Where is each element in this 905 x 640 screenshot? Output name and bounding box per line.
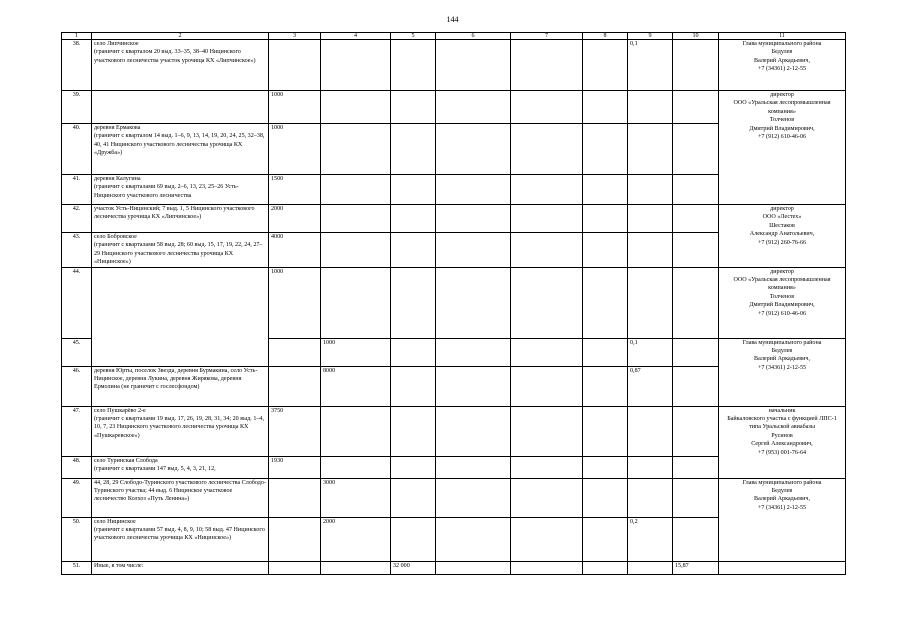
header-cell: 11 [719,33,846,40]
col3-value [269,561,321,574]
row-number: 43. [62,233,92,268]
col6-value [436,40,511,91]
responsible-person: Глава муниципального района Бедулев Валерий Аркадьевич, +7 (34361) 2-12-55 [719,338,846,406]
col10-value [673,233,719,268]
col8-value [583,338,628,366]
col7-value [511,124,583,175]
responsible-person: директор ООО «Лестех» Шестаков Александр Анатольевич, +7 (912) 260-76-66 [719,205,846,268]
row-number: 38. [62,40,92,91]
data-table [61,32,846,575]
col5-value [391,456,436,478]
table-row [62,478,846,517]
page-number: 144 [446,15,459,24]
col7-value [511,338,583,366]
row-number: 45. [62,338,92,366]
col5-value [391,517,436,561]
col3-value: 1000 [269,267,321,338]
col10-value [673,478,719,517]
col6-value [436,406,511,456]
col4-value [321,205,391,233]
col10-value [673,175,719,205]
col10-value [673,456,719,478]
col8-value [583,233,628,268]
col3-value: 2000 [269,205,321,233]
col7-value [511,456,583,478]
settlement-description: участок Усть-Ницинский; 7 выд. 1, 5 Ницинского участкового лесничества урочища КХ «Липчинское») [92,205,269,233]
col7-value [511,366,583,406]
settlement-description: село Туринская Слобода (граничит с кварталами 147 выд. 5, 4, 3, 21, 12, [92,456,269,478]
col3-value [269,338,321,366]
col3-value [269,366,321,406]
col5-value [391,406,436,456]
col5-value [391,478,436,517]
col8-value [583,267,628,338]
col5-value [391,91,436,124]
table-row [62,205,846,233]
col7-value [511,40,583,91]
col6-value [436,366,511,406]
header-cell: 1 [62,33,92,40]
col3-value: 4000 [269,233,321,268]
col9-value [628,233,673,268]
col9-value [628,124,673,175]
row-number: 46. [62,366,92,406]
col10-value [673,338,719,366]
col3-value: 1000 [269,124,321,175]
col3-value: 1000 [269,91,321,124]
responsible-person: Глава муниципального района Бедулев Валерий Аркадьевич, +7 (34361) 2-12-55 [719,478,846,561]
col6-value [436,124,511,175]
col4-value [321,561,391,574]
row-number: 42. [62,205,92,233]
settlement-description [92,91,269,124]
col4-value [321,40,391,91]
settlement-description: село Бобровское (граничит с кварталами 58 выд. 28; 60 выд. 15, 17, 19, 22, 24, 27–29 Ницинского участкового лесничества урочища КХ «Ницинское») [92,233,269,268]
col8-value [583,456,628,478]
col8-value [583,40,628,91]
col8-value [583,91,628,124]
header-cell: 6 [436,33,511,40]
col7-value [511,233,583,268]
col4-value [321,91,391,124]
col5-value [391,40,436,91]
settlement-description: село Липчинское (граничит с кварталом 20 выд. 33–35, 38–40 Ницинского участкового лесничества участок урочища КХ «Липчинское») [92,40,269,91]
settlement-description: деревня Ермакова (граничит с кварталом 14 выд. 1–6, 9, 13, 14, 19, 20, 24, 25, 32–38, 40, 41 Ницинского участкового лесничества урочища КХ «Дружба») [92,124,269,175]
col8-value [583,561,628,574]
col6-value [436,205,511,233]
row-number: 41. [62,175,92,205]
header-cell: 2 [92,33,269,40]
row-number: 44. [62,267,92,338]
col5-value [391,205,436,233]
col8-value [583,406,628,456]
col5-value [391,233,436,268]
row-number: 40. [62,124,92,175]
col10-value [673,124,719,175]
col5-value [391,338,436,366]
col6-value [436,478,511,517]
col7-value [511,406,583,456]
col10-value [673,517,719,561]
row-number: 50. [62,517,92,561]
col7-value [511,205,583,233]
col8-value [583,205,628,233]
col8-value [583,517,628,561]
col7-value [511,91,583,124]
col10-value [673,267,719,338]
table-row [62,91,846,124]
col10-value: 15,87 [673,561,719,574]
col5-value [391,366,436,406]
col9-value: 0,1 [628,338,673,366]
col7-value [511,561,583,574]
col4-value [321,456,391,478]
col9-value [628,267,673,338]
responsible-person: Глава муниципального района Бедулев Валерий Аркадьевич, +7 (34361) 2-12-55 [719,40,846,91]
col7-value [511,175,583,205]
row-number: 49. [62,478,92,517]
header-cell: 3 [269,33,321,40]
col10-value [673,40,719,91]
col10-value [673,406,719,456]
settlement-description [92,267,269,366]
responsible-person: директор ООО «Уральская лесопромышленная компания» Толченов Дмитрий Владимирович, +7 (912) 610-46-06 [719,91,846,205]
col7-value [511,517,583,561]
col6-value [436,338,511,366]
settlement-description: Иные, в том числе: [92,561,269,574]
col10-value [673,91,719,124]
col4-value: 8000 [321,366,391,406]
col4-value [321,406,391,456]
col8-value [583,124,628,175]
col6-value [436,456,511,478]
col4-value [321,267,391,338]
col9-value: 0,87 [628,366,673,406]
col3-value [269,478,321,517]
col9-value [628,456,673,478]
col9-value [628,175,673,205]
responsible-person [719,561,846,574]
table-row [62,406,846,456]
col4-value [321,175,391,205]
col3-value: 1500 [269,175,321,205]
header-cell: 7 [511,33,583,40]
header-row [62,33,846,40]
col3-value [269,517,321,561]
col8-value [583,175,628,205]
table-row [62,561,846,574]
settlement-description: 44, 28, 29 Слободо-Туринского участкового лесничества Слободо-Туринского участка; 44 выд. 6 Ницинское участковое лесничество Колхоз «Путь Ленина») [92,478,269,517]
col4-value [321,233,391,268]
col9-value [628,561,673,574]
col7-value [511,267,583,338]
settlement-description: село Пушкарёво 2-е (граничит с кварталами 19 выд. 17, 26, 19, 28, 31, 34; 20 выд. 1–4, 10, 7, 23 Ницинского участкового лесничества урочища КХ «Пушкаревское») [92,406,269,456]
responsible-person: начальник Байкаловского участка с функцией ЛПС-1 типа Уральской авиабазы Русинов Сергей Александрович, +7 (953) 001-76-64 [719,406,846,478]
col9-value [628,406,673,456]
col8-value [583,366,628,406]
row-number: 51. [62,561,92,574]
settlement-description: село Ницинское (граничит с кварталами 57 выд. 4, 8, 9, 10; 58 выд. 47 Ницинского участкового лесничества урочища КХ «Ницинское») [92,517,269,561]
col9-value: 0,2 [628,517,673,561]
col5-value [391,124,436,175]
col5-value [391,267,436,338]
col9-value: 0,1 [628,40,673,91]
col8-value [583,478,628,517]
col4-value [321,124,391,175]
header-cell: 4 [321,33,391,40]
col3-value: 3750 [269,406,321,456]
row-number: 48. [62,456,92,478]
responsible-person: директор ООО «Уральская лесопромышленная компания» Толченов Дмитрий Владимирович, +7 (912) 610-46-06 [719,267,846,338]
row-number: 47. [62,406,92,456]
settlement-description: деревня Юрты, поселок Звезда, деревня Бурмакина, село Усть-Ницинское, деревня Лукина, деревня Жирякова, деревня Ермолина (не граничит с гослесфондом) [92,366,269,406]
col4-value: 3000 [321,478,391,517]
col3-value [269,40,321,91]
header-cell: 5 [391,33,436,40]
col4-value: 2000 [321,517,391,561]
col4-value: 1000 [321,338,391,366]
col6-value [436,561,511,574]
table-row [62,267,846,338]
col9-value [628,91,673,124]
col3-value: 1930 [269,456,321,478]
col5-value: 32 000 [391,561,436,574]
col6-value [436,91,511,124]
col9-value [628,205,673,233]
header-cell: 9 [628,33,673,40]
header-cell: 10 [673,33,719,40]
col10-value [673,366,719,406]
col10-value [673,205,719,233]
header-cell: 8 [583,33,628,40]
col6-value [436,233,511,268]
col7-value [511,478,583,517]
table-row [62,40,846,91]
col5-value [391,175,436,205]
col6-value [436,175,511,205]
col9-value [628,478,673,517]
col6-value [436,517,511,561]
col6-value [436,267,511,338]
settlement-description: деревня Калугина (граничит с кварталами 69 выд. 2–6, 13, 23, 25–26 Усть-Ницинского участкового лесничества [92,175,269,205]
row-number: 39. [62,91,92,124]
